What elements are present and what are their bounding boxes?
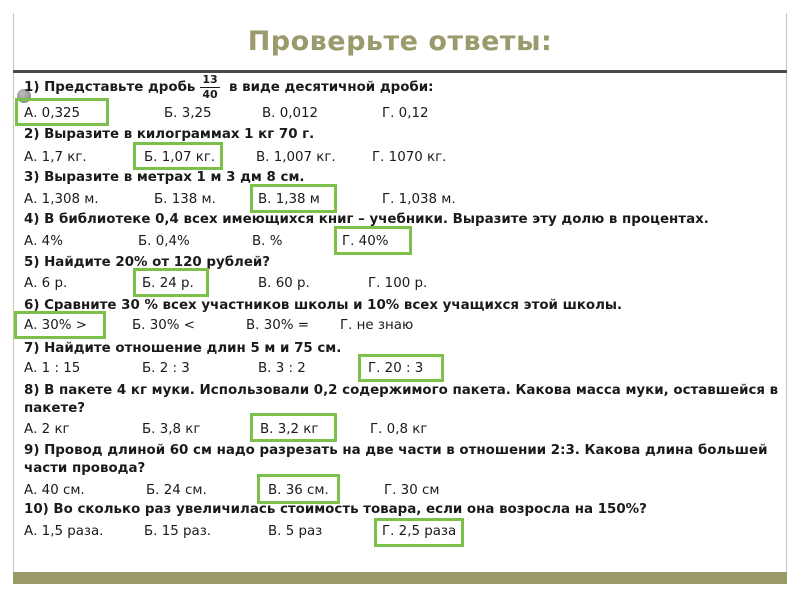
option-1-a[interactable]: А. 0,325 <box>24 106 81 121</box>
question-9-line-2: части провода? <box>24 461 146 476</box>
option-7-b[interactable]: Б. 2 : 3 <box>142 361 190 376</box>
option-5-a[interactable]: А. 6 р. <box>24 276 68 291</box>
slide-bottom-bar <box>13 572 787 584</box>
option-7-a[interactable]: А. 1 : 15 <box>24 361 81 376</box>
answer-highlight-5 <box>133 268 209 297</box>
option-9-c[interactable]: В. 36 см. <box>268 483 329 498</box>
option-7-d[interactable]: Г. 20 : 3 <box>368 361 424 376</box>
option-10-d[interactable]: Г. 2,5 раза <box>382 524 457 539</box>
question-1-text: 1) Представьте дробь <box>24 80 196 95</box>
option-6-c[interactable]: В. 30% = <box>246 318 309 333</box>
option-4-b[interactable]: Б. 0,4% <box>138 234 190 249</box>
option-5-d[interactable]: Г. 100 р. <box>368 276 428 291</box>
option-5-c[interactable]: В. 60 р. <box>258 276 310 291</box>
question-6: 6) Сравните 30 % всех участников школы и 10% всех учащихся этой школы. <box>24 298 623 313</box>
fraction-13-40 <box>199 74 221 101</box>
question-4: 4) В библиотеке 0,4 всех имеющихся книг – учебники. Выразите эту долю в процентах. <box>24 212 709 227</box>
answer-highlight-1 <box>15 98 109 126</box>
option-3-d[interactable]: Г. 1,038 м. <box>382 192 456 207</box>
option-3-c[interactable]: В. 1,38 м <box>258 192 320 207</box>
page-title: Проверьте ответы: <box>247 26 553 57</box>
option-4-a[interactable]: А. 4% <box>24 234 63 249</box>
option-8-c[interactable]: В. 3,2 кг <box>260 422 319 437</box>
fraction-denominator: 40 <box>202 88 218 101</box>
option-8-b[interactable]: Б. 3,8 кг <box>142 422 201 437</box>
option-8-d[interactable]: Г. 0,8 кг <box>370 422 428 437</box>
option-10-b[interactable]: Б. 15 раз. <box>144 524 212 539</box>
answer-highlight-2 <box>133 142 223 170</box>
option-10-a[interactable]: А. 1,5 раза. <box>24 524 104 539</box>
question-10: 10) Во сколько раз увеличилась стоимость товара, если она возросла на 150%? <box>24 502 647 517</box>
option-3-a[interactable]: А. 1,308 м. <box>24 192 99 207</box>
option-9-a[interactable]: А. 40 см. <box>24 483 85 498</box>
fraction-numerator: 13 <box>202 73 218 86</box>
option-8-a[interactable]: А. 2 кг <box>24 422 70 437</box>
option-1-c[interactable]: В. 0,012 <box>262 106 319 121</box>
option-3-b[interactable]: Б. 138 м. <box>154 192 216 207</box>
question-8: 8) В пакете 4 кг муки. Использовали 0,2 содержимого пакета. Какова масса муки, оставшейся в <box>24 383 779 398</box>
option-2-b[interactable]: Б. 1,07 кг. <box>144 150 216 165</box>
option-9-d[interactable]: Г. 30 см <box>384 483 440 498</box>
option-2-c[interactable]: В. 1,007 кг. <box>256 150 336 165</box>
option-1-b[interactable]: Б. 3,25 <box>164 106 212 121</box>
option-6-d[interactable]: Г. не знаю <box>340 318 414 333</box>
answer-highlight-4 <box>334 226 412 255</box>
question-3: 3) Выразите в метрах 1 м 3 дм 8 см. <box>24 170 305 185</box>
answer-highlight-10 <box>374 518 464 547</box>
question-2: 2) Выразите в килограммах 1 кг 70 г. <box>24 127 315 142</box>
question-1-text-after: в виде десятичной дроби: <box>229 80 434 95</box>
option-6-a[interactable]: А. 30% > <box>24 318 87 333</box>
question-5: 5) Найдите 20% от 120 рублей? <box>24 255 271 270</box>
option-4-c[interactable]: В. % <box>252 234 283 249</box>
question-8-line-2: пакете? <box>24 401 86 416</box>
option-9-b[interactable]: Б. 24 см. <box>146 483 207 498</box>
option-1-d[interactable]: Г. 0,12 <box>382 106 429 121</box>
option-2-a[interactable]: А. 1,7 кг. <box>24 150 87 165</box>
option-5-b[interactable]: Б. 24 р. <box>142 276 194 291</box>
option-10-c[interactable]: В. 5 раз <box>268 524 323 539</box>
option-7-c[interactable]: В. 3 : 2 <box>258 361 306 376</box>
answer-highlight-7 <box>358 354 444 382</box>
answer-highlight-8 <box>250 413 337 442</box>
answer-highlight-3 <box>250 184 337 213</box>
answer-highlight-6 <box>14 311 106 339</box>
option-2-d[interactable]: Г. 1070 кг. <box>372 150 447 165</box>
option-4-d[interactable]: Г. 40% <box>342 234 389 249</box>
option-6-b[interactable]: Б. 30% < <box>132 318 195 333</box>
question-9: 9) Провод длиной 60 см надо разрезать на две части в отношении 2:3. Какова длина большей <box>24 443 768 458</box>
question-7: 7) Найдите отношение длин 5 м и 75 см. <box>24 341 342 356</box>
title-divider <box>13 70 787 73</box>
